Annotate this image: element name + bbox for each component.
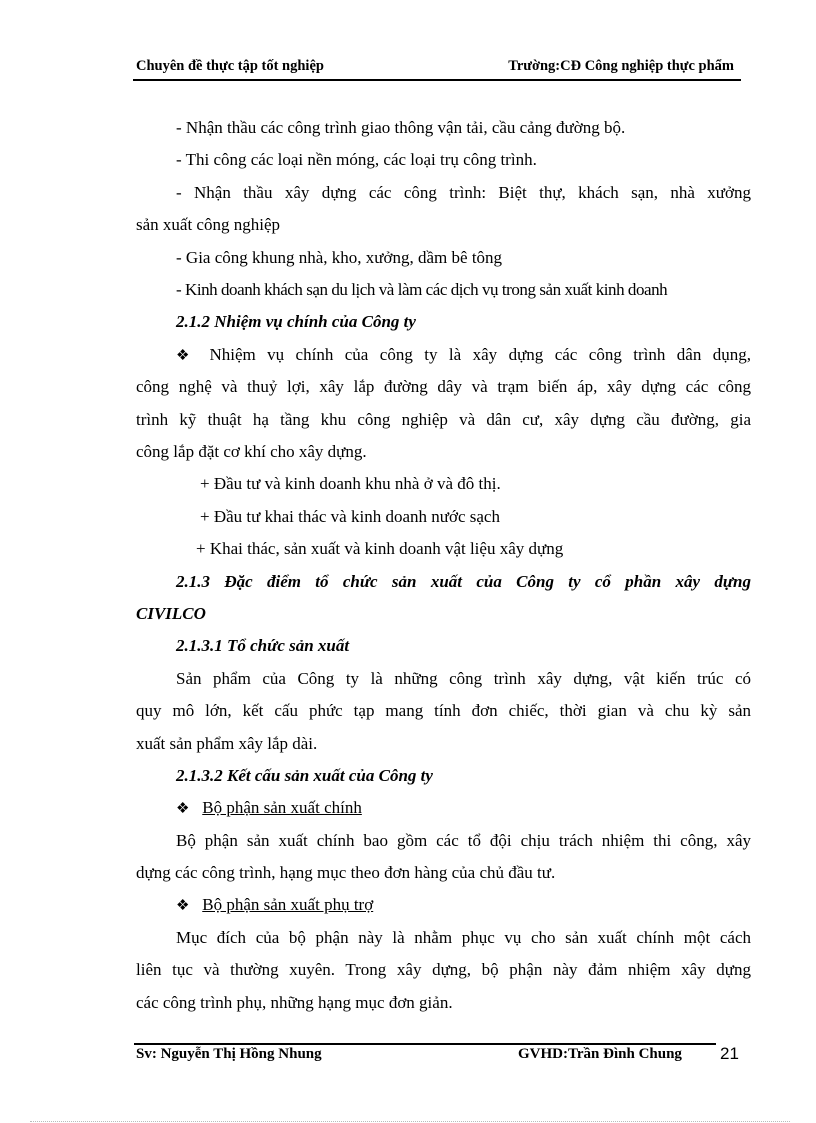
- paragraph-line: xuất sản phẩm xây lắp dài.: [136, 734, 318, 753]
- list-item: - Thi công các loại nền móng, các loại trụ công trình.: [176, 150, 537, 169]
- paragraph-line: Bộ phận sản xuất chính bao gồm các tổ đội chịu trách nhiệm thi công, xây: [176, 831, 751, 850]
- bullet-heading: ❖ Bộ phận sản xuất phụ trợ: [176, 889, 373, 923]
- page-number: 21: [720, 1044, 739, 1063]
- plus-item: + Khai thác, sản xuất và kinh doanh vật liệu xây dựng: [196, 539, 564, 558]
- subsection-heading: 2.1.3.2 Kết cấu sản xuất của Công ty: [176, 766, 433, 785]
- list-item: - Gia công khung nhà, kho, xưởng, dầm bê tông: [176, 248, 503, 267]
- footer-rule: [134, 1043, 716, 1045]
- paragraph-line: Mục đích của bộ phận này là nhằm phục vụ cho sản xuất chính một cách: [176, 928, 751, 947]
- plus-item: + Đầu tư khai thác và kinh doanh nước sạch: [200, 507, 500, 526]
- header-left: Chuyên đề thực tập tốt nghiệp: [136, 58, 324, 74]
- footer-student: Sv: Nguyễn Thị Hồng Nhung: [136, 1046, 322, 1062]
- paragraph-line: Sản phẩm của Công ty là những công trình xây dựng, vật kiến trúc có: [176, 669, 751, 688]
- bullet-heading: ❖ Bộ phận sản xuất chính: [176, 792, 362, 826]
- section-heading-continuation: CIVILCO: [136, 604, 206, 623]
- list-item: - Nhận thầu xây dựng các công trình: Biệt thự, khách sạn, nhà xưởng: [176, 183, 751, 202]
- diamond-bullet-icon: ❖: [176, 801, 190, 817]
- subsection-heading: 2.1.3.1 Tổ chức sản xuất: [176, 636, 350, 655]
- diamond-bullet-icon: ❖: [176, 348, 190, 364]
- list-item: - Kinh doanh khách sạn du lịch và làm các dịch vụ trong sản xuất kinh doanh: [176, 280, 668, 299]
- footer-advisor: GVHD:Trần Đình Chung: [518, 1046, 682, 1062]
- paragraph-line: dựng các công trình, hạng mục theo đơn hàng của chủ đầu tư.: [136, 863, 556, 882]
- page-body: [136, 0, 751, 1123]
- plus-item: + Đầu tư và kinh doanh khu nhà ở và đô thị.: [200, 474, 501, 493]
- paragraph-line: liên tục và thường xuyên. Trong xây dựng, bộ phận này đảm nhiệm xây dựng: [136, 960, 751, 979]
- paragraph-line: ❖ Nhiệm vụ chính của công ty là xây dựng các công trình dân dụng,: [176, 339, 751, 363]
- list-item: - Nhận thầu các công trình giao thông vận tải, cầu cảng đường bộ.: [176, 118, 626, 137]
- diamond-bullet-icon: ❖: [176, 898, 190, 914]
- paragraph-line: trình kỹ thuật hạ tầng khu công nghiệp và dân cư, xây dựng cầu đường, gia: [136, 410, 751, 429]
- paragraph-line: quy mô lớn, kết cấu phức tạp mang tính đơn chiếc, thời gian và chu kỳ sản: [136, 701, 751, 720]
- paragraph-line: công nghệ và thuỷ lợi, xây lắp đường dây và trạm biến áp, xây dựng các công: [136, 377, 751, 396]
- page-edge-divider: [30, 1121, 790, 1122]
- paragraph-line: công lắp đặt cơ khí cho xây dựng.: [136, 442, 367, 461]
- paragraph-line: các công trình phụ, những hạng mục đơn giản.: [136, 993, 453, 1012]
- section-heading: 2.1.3 Đặc điểm tổ chức sản xuất của Công ty cổ phần xây dựng: [176, 572, 751, 591]
- header-right: Trường:CĐ Công nghiệp thực phẩm: [508, 58, 734, 74]
- section-heading: 2.1.2 Nhiệm vụ chính của Công ty: [176, 312, 416, 331]
- list-item-continuation: sản xuất công nghiệp: [136, 215, 280, 234]
